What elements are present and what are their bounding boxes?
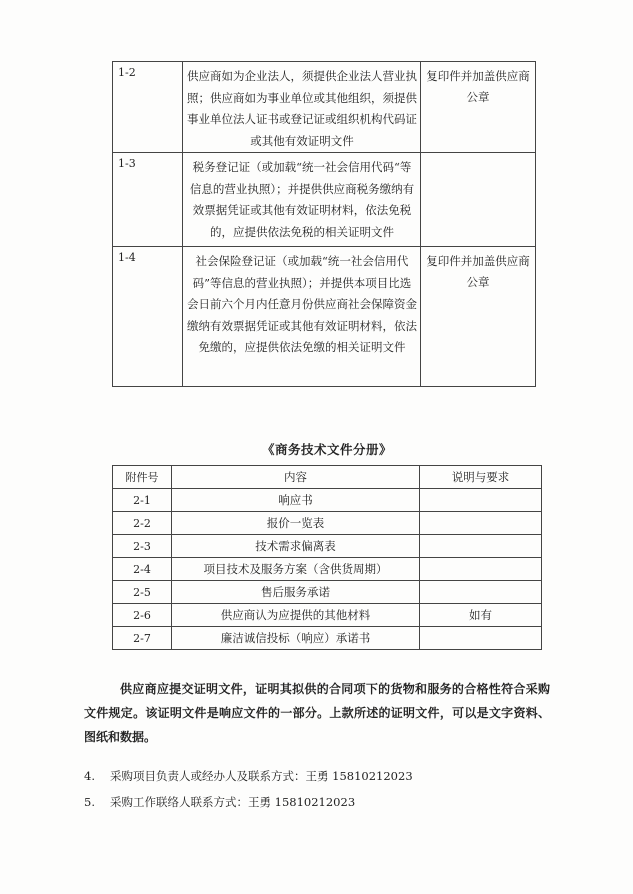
table-row [113,247,536,387]
item-content: 税务登记证（或加载“统一社会信用代码“等信息的营业执照）；并提供供应商税务缴纳有效票据凭证或其他有效证明材料，依法免税的，应提供依法免税的相关证明文件 [183,153,421,247]
item-index: 5. [84,795,95,809]
item-number: 2-7 [113,627,172,650]
item-content: 报价一览表 [172,512,420,535]
table-header-row [113,466,542,489]
list-item [84,794,355,810]
section-title: 《商务技术文件分册》 [261,442,392,457]
list-item [84,768,413,784]
item-requirement [420,558,542,581]
table-row [113,62,536,153]
item-content: 社会保险登记证（或加载“统一社会信用代码”等信息的营业执照）；并提供本项目比选会日前六个月内任意月份供应商社会保障资金缴纳有效票据凭证或其他有效证明材料，依法免缴的，应提供依法免缴的相关证明文件 [183,247,421,387]
item-number: 2-4 [113,558,172,581]
item-content: 售后服务承诺 [172,581,420,604]
item-number: 2-1 [113,489,172,512]
item-number: 2-3 [113,535,172,558]
item-index: 4. [84,769,95,783]
item-text: 采购项目负责人或经办人及联系方式：王勇 15810212023 [110,769,413,783]
item-requirement [420,535,542,558]
item-number: 1-3 [113,153,183,247]
header-content: 内容 [172,466,420,489]
evidence-paragraph: 供应商应提交证明文件，证明其拟供的合同项下的货物和服务的合格性符合采购文件规定。该证明文件是响应文件的一部分。上款所述的证明文件，可以是文字资料、图纸和数据。 [84,682,550,744]
table-row [113,535,542,558]
item-content: 廉洁诚信投标（响应）承诺书 [172,627,420,650]
table-row [113,153,536,247]
item-requirement: 复印件并加盖供应商公章 [421,62,536,153]
item-requirement: 如有 [420,604,542,627]
item-requirement [420,581,542,604]
item-requirement [420,627,542,650]
item-requirement [420,489,542,512]
item-number: 2-5 [113,581,172,604]
item-number: 1-2 [113,62,183,153]
header-number: 附件号 [113,466,172,489]
item-content: 响应书 [172,489,420,512]
item-number: 2-6 [113,604,172,627]
table-row [113,627,542,650]
item-content: 供应商认为应提供的其他材料 [172,604,420,627]
item-content: 项目技术及服务方案（含供货周期） [172,558,420,581]
item-content: 技术需求偏离表 [172,535,420,558]
table-row [113,581,542,604]
header-requirement: 说明与要求 [420,466,542,489]
business-tech-table [112,465,542,650]
item-number: 2-2 [113,512,172,535]
item-requirement [421,153,536,247]
table-row [113,489,542,512]
item-requirement: 复印件并加盖供应商公章 [421,247,536,387]
table-row [113,558,542,581]
item-number: 1-4 [113,247,183,387]
item-requirement [420,512,542,535]
item-text: 采购工作联络人联系方式：王勇 15810212023 [110,795,356,809]
table-row [113,604,542,627]
table-row [113,512,542,535]
qualification-table [112,61,536,387]
item-content: 供应商如为企业法人，须提供企业法人营业执照；供应商如为事业单位或其他组织，须提供事业单位法人证书或登记证或组织机构代码证或其他有效证明文件 [183,62,421,153]
